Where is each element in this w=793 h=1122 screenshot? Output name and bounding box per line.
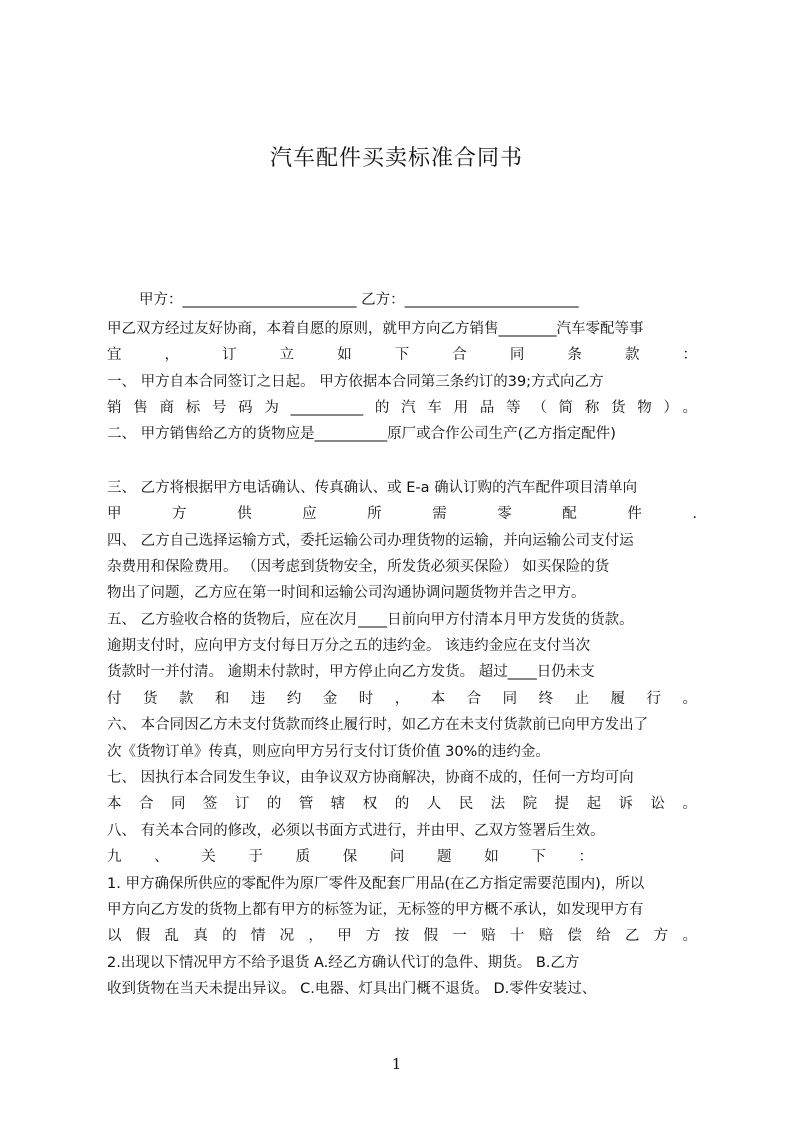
- text-line: 次《货物订单》传真，则应向甲方另行支付订货价值 30%的违约金。: [107, 744, 550, 760]
- document-title: 汽车配件买卖标准合同书: [269, 146, 523, 171]
- text-line: 本 合 同 签 订 的 管 辖 权 的 人 民 法 院 提 起 诉 讼 。: [107, 796, 697, 812]
- text-line: 物出了问题，乙方应在第一时间和运输公司沟通协调问题货物并告之甲方。: [107, 585, 586, 601]
- text-line: 甲方向乙方发的货物上都有甲方的标签为证，无标签的甲方概不承认，如发现甲方有: [107, 902, 644, 918]
- text-line: 甲 方 供 应 所 需 零 配 件 .: [107, 506, 697, 522]
- page-number: 1: [391, 1055, 402, 1073]
- clause-2: 二、 甲方销售给乙方的货物应是__________原厂或合作公司生产(乙方指定配件): [107, 426, 616, 442]
- text-line: 2.出现以下情况甲方不给予退货 A.经乙方确认代订的急件、期货。 B.乙方: [107, 955, 580, 971]
- clause-8: 八、 有关本合同的修改，必须以书面方式进行，并由甲、乙双方签署后生效。: [107, 823, 605, 839]
- text-line: 甲乙双方经过友好协商，本着自愿的原则，就甲方向乙方销售________汽车零配等事: [107, 321, 644, 337]
- text-line: 宜 ， 订 立 如 下 合 同 条 款 ：: [107, 347, 697, 363]
- clause-7: 七、 因执行本合同发生争议，由争议双方协商解决，协商不成的，任何一方均可向: [107, 770, 634, 786]
- clause-6: 六、 本合同因乙方未支付货款而终止履行时，如乙方在未支付货款前已向甲方发出了: [107, 717, 649, 733]
- text-line: 杂费用和保险费用。 （因考虑到货物安全，所发货必须买保险） 如买保险的货: [107, 559, 610, 575]
- text-line: 逾期支付时，应向甲方支付每日万分之五的违约金。 该违约金应在支付当次: [107, 638, 591, 654]
- clause-9: 九 、 关 于 质 保 问 题 如 下 ：: [107, 849, 593, 865]
- text-line: 1. 甲方确保所供应的零配件为原厂零件及配套厂用品(在乙方指定需要范围内)，所以: [107, 876, 645, 892]
- clause-4: 四、 乙方自己选择运输方式，委托运输公司办理货物的运输，并向运输公司支付运: [107, 533, 634, 549]
- text-line: 收到货物在当天未提出异议。 C.电器、灯具出门概不退货。 D.零件安装过、: [107, 981, 597, 997]
- text-line: 以 假 乱 真 的 情 况 ， 甲 方 按 假 一 赔 十 赔 偿 给 乙 方 。: [107, 928, 697, 944]
- text-line: 付 货 款 和 违 约 金 时 ， 本 合 同 终 止 履 行 。: [107, 691, 697, 707]
- clause-5: 五、 乙方验收合格的货物后，应在次月____日前向甲方付清本月甲方发货的货款。: [107, 612, 634, 628]
- party-line: 甲方：________________________ 乙方：________________________: [139, 292, 579, 308]
- text-line: 货款时一并付清。 逾期未付款时，甲方停止向乙方发货。 超过____日仍未支: [107, 664, 595, 680]
- text-line: 销售商标号码为__________的汽车用品等（简称货物）。: [107, 400, 697, 416]
- clause-3: 三、 乙方将根据甲方电话确认、传真确认、或 E-a 确认订购的汽车配件项目清单向: [107, 480, 638, 496]
- clause-1: 一、 甲方自本合同签订之日起。 甲方依据本合同第三条约订的39;方式向乙方: [107, 374, 604, 390]
